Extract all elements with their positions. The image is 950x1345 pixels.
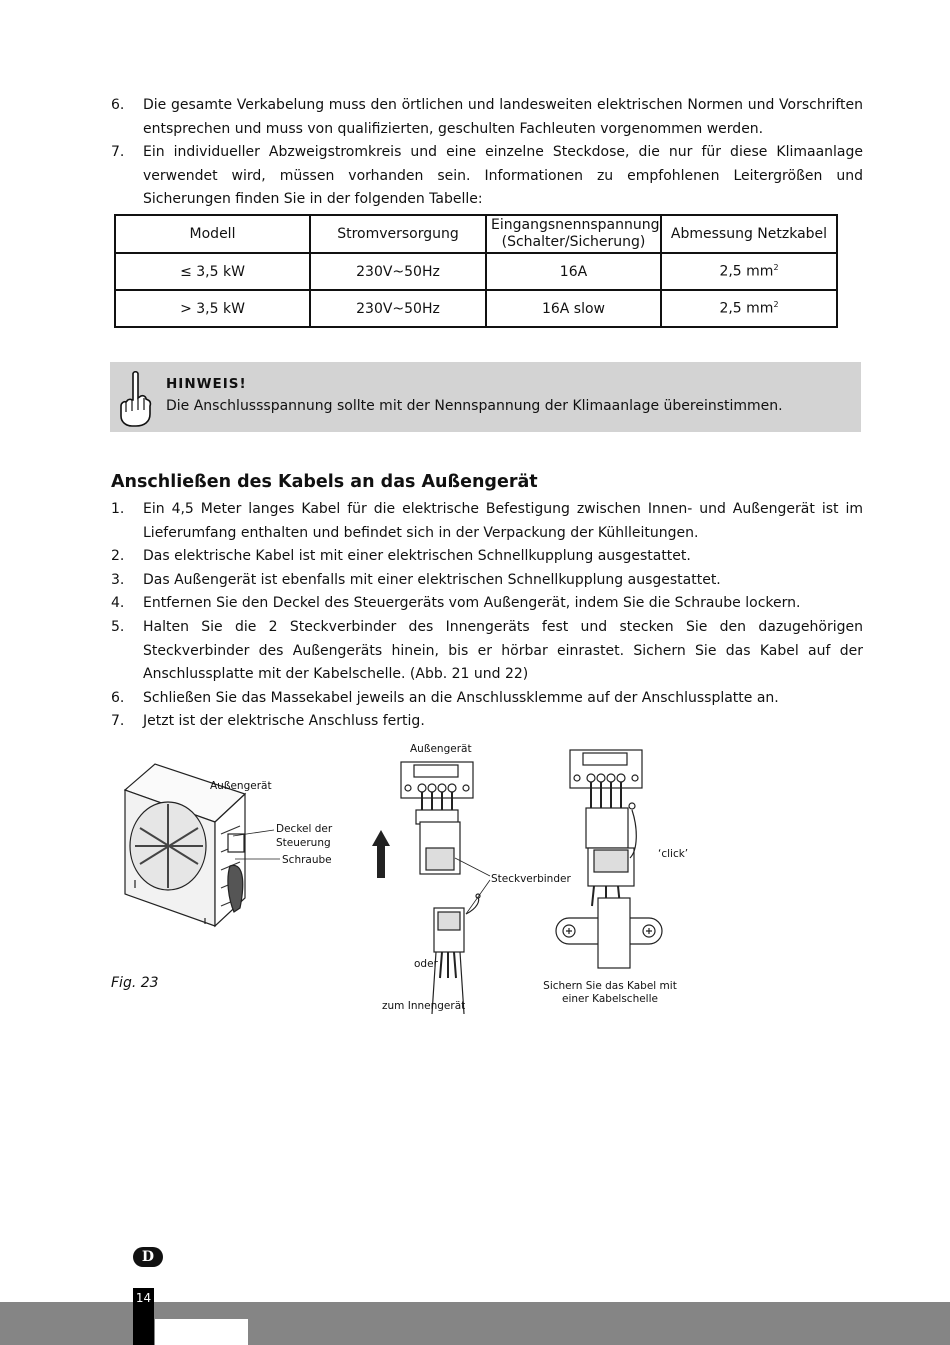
cover-label: Deckel der [276,823,333,835]
table-cell: > 3,5 kW [115,290,310,327]
leader-line [466,880,490,914]
table-header-row [115,215,837,253]
footer-tab [155,1319,248,1345]
outdoor-unit-label: Außengerät [410,743,472,755]
list-item-number: 7. [111,713,125,730]
language-badge: D [133,1247,163,1267]
cable-size-value: 2,5 mm [719,300,774,317]
list-item [111,710,863,734]
list-item-number: 7. [111,144,125,161]
list-item-text: Schließen Sie das Massekabel jeweils an die Anschlussklemme auf der Anschlussplatte an. [143,689,779,706]
note-title: HINWEIS! [166,376,247,392]
section-title: Anschließen des Kabels an das Außengerät [111,472,538,492]
table-cell [661,253,837,290]
table-cell [661,290,837,327]
table-cell: 16A [486,253,661,290]
table-row [115,253,837,290]
secure-cable-label-line2: einer Kabelschelle [562,993,658,1005]
list-item [111,545,863,569]
table-header-cell: Eingangsnennspannung (Schalter/Sicherung) [486,215,661,253]
list-item-number: 2. [111,548,125,565]
list-item [111,498,863,545]
unit-superscript: 2 [773,300,779,310]
table-header-cell: Abmessung Netzkabel [661,215,837,253]
list-item-number: 6. [111,689,125,706]
wiring-requirements-list [111,94,863,212]
to-indoor-label: zum Innengerät [382,1000,466,1012]
list-item-text: Das Außengerät ist ebenfalls mit einer elektrischen Schnellkupplung ausgestattet. [143,571,721,588]
connection-steps-list [111,498,863,734]
list-item-text: Entfernen Sie den Deckel des Steuergeräts vom Außengerät, indem Sie die Schraube lockern. [143,595,801,612]
list-item-text: Jetzt ist der elektrische Anschluss fertig. [143,713,425,730]
list-item [111,141,863,212]
unit-superscript: 2 [773,263,779,273]
power-spec-table [114,214,838,328]
list-item-number: 1. [111,501,125,517]
insert-arrow-icon [372,830,390,878]
list-item-text: Ein individueller Abzweigstromkreis und eine einzelne Steckdose, die nur für diese Klimaanlage verwendet wird, müssen vorhanden sein. Informationen zu empfohlenen Leitergrößen und Sicherungen finden Sie in der folgenden Tabelle: [143,144,863,208]
connection-figure [110,738,850,1028]
list-item-number: 3. [111,571,125,588]
note-text: Die Anschlussspannung sollte mit der Nennspannung der Klimaanlage übereinstimmen. [166,398,783,414]
table-header-cell: Modell [115,215,310,253]
table-cell: 16A slow [486,290,661,327]
or-label: oder [414,958,438,970]
list-item [111,94,863,141]
cable-clamp-illustration [556,750,662,968]
cable-size-value: 2,5 mm [719,263,774,280]
table-cell: ≤ 3,5 kW [115,253,310,290]
page-number: 14 [133,1288,154,1345]
list-item [111,616,863,687]
terminal-block-illustration [401,762,480,1014]
outdoor-unit-label: Außengerät [210,780,272,792]
list-item-text: Die gesamte Verkabelung muss den örtlichen und landesweiten elektrischen Normen und Vorschriften entsprechen und muss von qualifizierten, geschulten Fachleuten vorgenommen werden. [143,97,863,137]
list-item [111,569,863,593]
connector-label: Steckverbinder [491,873,571,885]
note-box [110,362,861,432]
list-item-number: 4. [111,595,125,612]
list-item [111,687,863,711]
figure-drawing [110,738,850,1028]
table-cell: 230V~50Hz [310,253,486,290]
cover-label-line2: Steuerung [276,837,331,849]
list-item-text: Das elektrische Kabel ist mit einer elektrischen Schnellkupplung ausgestattet. [143,548,691,565]
list-item-text: Halten Sie die 2 Steckverbinder des Innengeräts fest und stecken Sie den dazugehörigen Steckverbinder des Außengeräts hinein, bis er hörbar einrastet. Sichern Sie das Kabel auf der Anschlussplatte mit der Kabelschelle. (Abb. 21 und 22) [143,618,863,683]
list-item-number: 6. [111,97,125,113]
list-item-text: Ein 4,5 Meter langes Kabel für die elektrische Befestigung zwischen Innen- und Außengerät ist im Lieferumfang enthalten und befindet sich in der Verpackung der Kühlleitungen. [143,501,863,541]
secure-cable-label: Sichern Sie das Kabel mit [543,980,677,992]
pointing-hand-icon [116,370,152,428]
table-cell: 230V~50Hz [310,290,486,327]
list-item [111,592,863,616]
figure-caption: Fig. 23 [111,975,159,991]
table-row [115,290,837,327]
list-item-number: 5. [111,618,125,635]
screw-label: Schraube [282,854,332,866]
click-label: ‘click’ [658,848,689,860]
table-header-cell: Stromversorgung [310,215,486,253]
